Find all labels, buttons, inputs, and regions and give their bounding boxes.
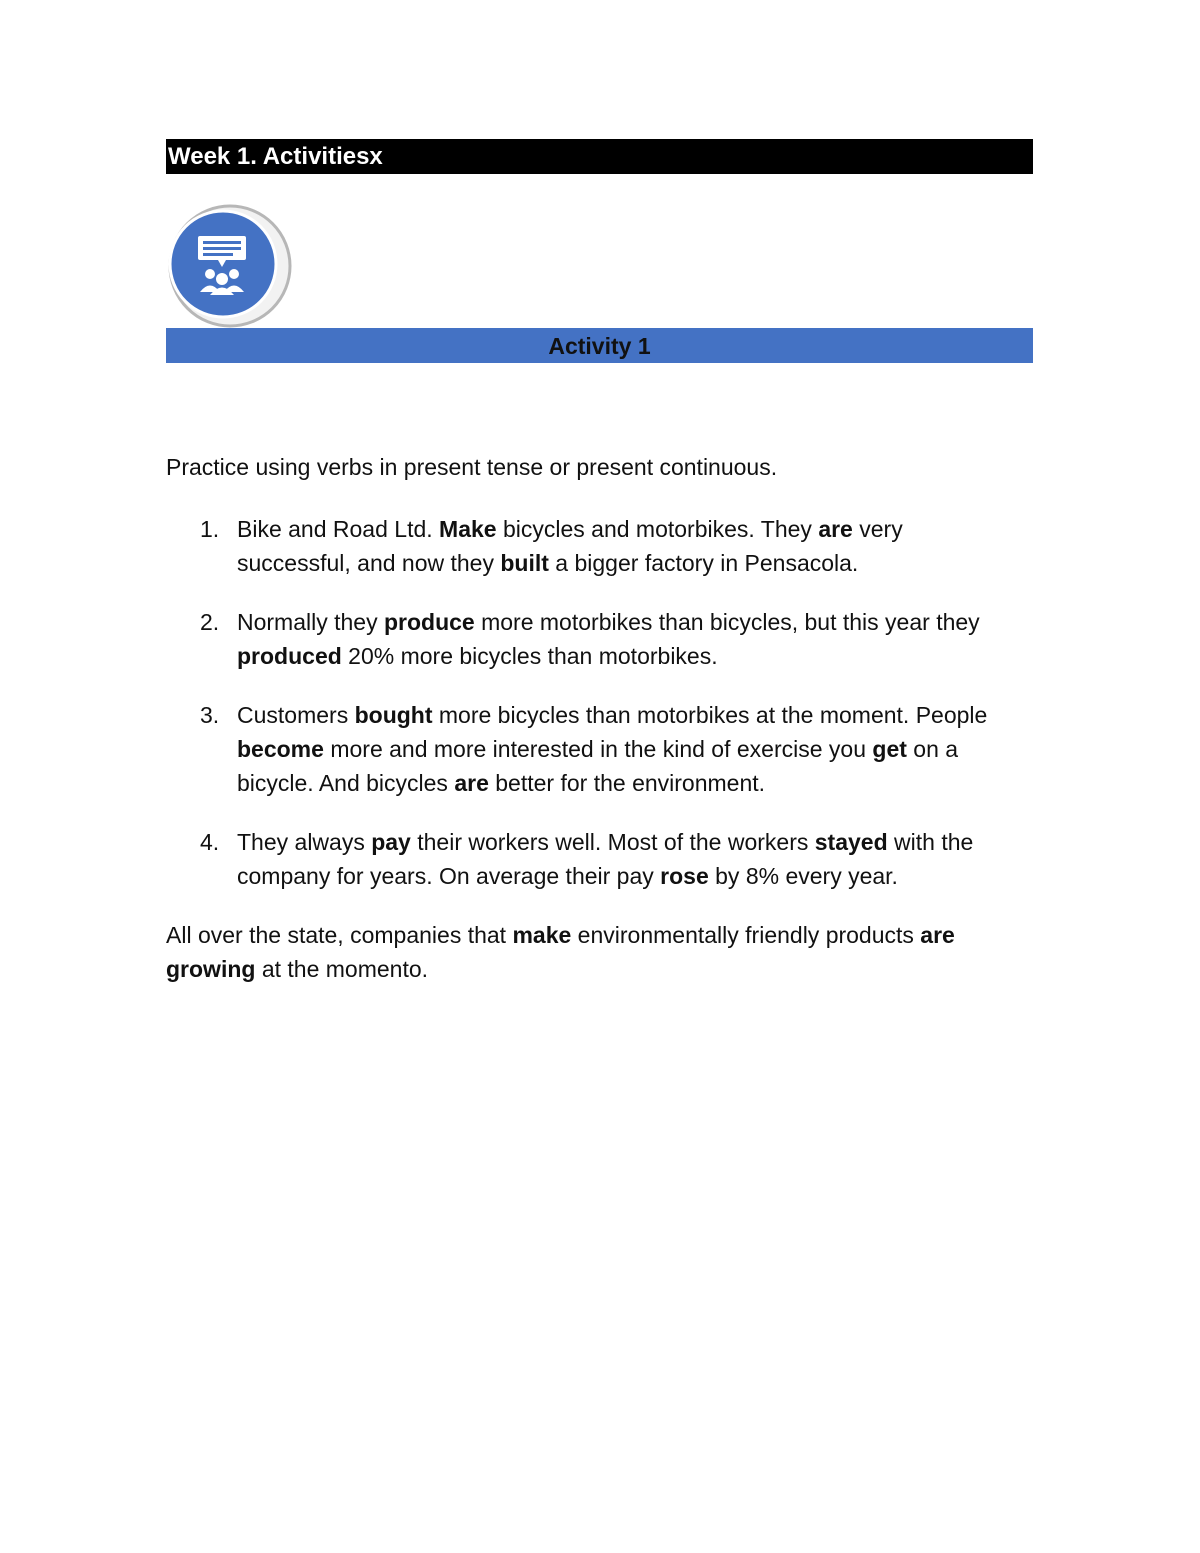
highlighted-verb: bought bbox=[354, 702, 433, 728]
sentence-text: with the company for years. On average their pay bbox=[237, 829, 974, 889]
sentence-text: Customers bbox=[237, 702, 355, 728]
sentence-text: All over the state, companies that bbox=[166, 922, 513, 948]
sentence-text: Normally they bbox=[237, 609, 384, 635]
closing-paragraph bbox=[166, 918, 1016, 986]
highlighted-verb: get bbox=[872, 736, 907, 762]
highlighted-verb: become bbox=[237, 736, 324, 762]
highlighted-verb: produce bbox=[383, 609, 475, 635]
sentence-text: more motorbikes than bicycles, but this year they bbox=[474, 609, 980, 635]
sentence-text: more bicycles than motorbikes at the moment. People bbox=[432, 702, 988, 728]
item-number: 1. bbox=[200, 516, 220, 542]
highlighted-verb: pay bbox=[371, 829, 411, 855]
sentence-text: their workers well. Most of the workers bbox=[410, 829, 815, 855]
sentence-text: more and more interested in the kind of exercise you bbox=[323, 736, 873, 762]
item-number: 2. bbox=[200, 609, 220, 635]
sentence-text: They always bbox=[237, 829, 372, 855]
sentence-text: better for the environment. bbox=[488, 770, 766, 796]
highlighted-verb: Make bbox=[439, 516, 497, 542]
sentence-text: environmentally friendly products bbox=[571, 922, 921, 948]
group-discussion-icon bbox=[164, 200, 296, 330]
exercise-item bbox=[166, 825, 1016, 893]
highlighted-verb: built bbox=[500, 550, 549, 576]
item-sentence bbox=[237, 609, 980, 669]
exercise-item bbox=[166, 698, 1016, 800]
activity-title: Activity 1 bbox=[548, 333, 651, 359]
week-title-bar bbox=[166, 139, 1033, 174]
item-sentence bbox=[237, 829, 973, 889]
exercise-list bbox=[166, 512, 1016, 893]
item-number: 4. bbox=[200, 829, 220, 855]
sentence-text: at the momento. bbox=[255, 956, 429, 982]
sentence-text: on a bicycle. And bicycles bbox=[237, 736, 959, 796]
highlighted-verb: make bbox=[512, 922, 572, 948]
highlighted-verb: stayed bbox=[814, 829, 888, 855]
sentence-text: by 8% every year. bbox=[708, 863, 898, 889]
sentence-text: Bike and Road Ltd. bbox=[237, 516, 440, 542]
highlighted-verb: rose bbox=[660, 863, 709, 889]
sentence-text: 20% more bicycles than motorbikes. bbox=[341, 643, 718, 669]
instructions-text: Practice using verbs in present tense or present continuous. bbox=[166, 454, 778, 480]
item-sentence bbox=[237, 702, 987, 796]
activity-title-bar bbox=[166, 328, 1033, 363]
week-title: Week 1. Activitiesx bbox=[168, 143, 383, 170]
activity-content bbox=[166, 450, 1016, 986]
highlighted-verb: are bbox=[454, 770, 489, 796]
exercise-item bbox=[166, 605, 1016, 673]
item-number: 3. bbox=[200, 702, 220, 728]
sentence-text: very successful, and now they bbox=[237, 516, 903, 576]
highlighted-verb: produced bbox=[237, 643, 342, 669]
sentence-text: a bigger factory in Pensacola. bbox=[548, 550, 859, 576]
highlighted-verb: are growing bbox=[166, 922, 955, 982]
highlighted-verb: are bbox=[818, 516, 853, 542]
exercise-item bbox=[166, 512, 1016, 580]
item-sentence bbox=[237, 516, 903, 576]
sentence-text: bicycles and motorbikes. They bbox=[496, 516, 819, 542]
